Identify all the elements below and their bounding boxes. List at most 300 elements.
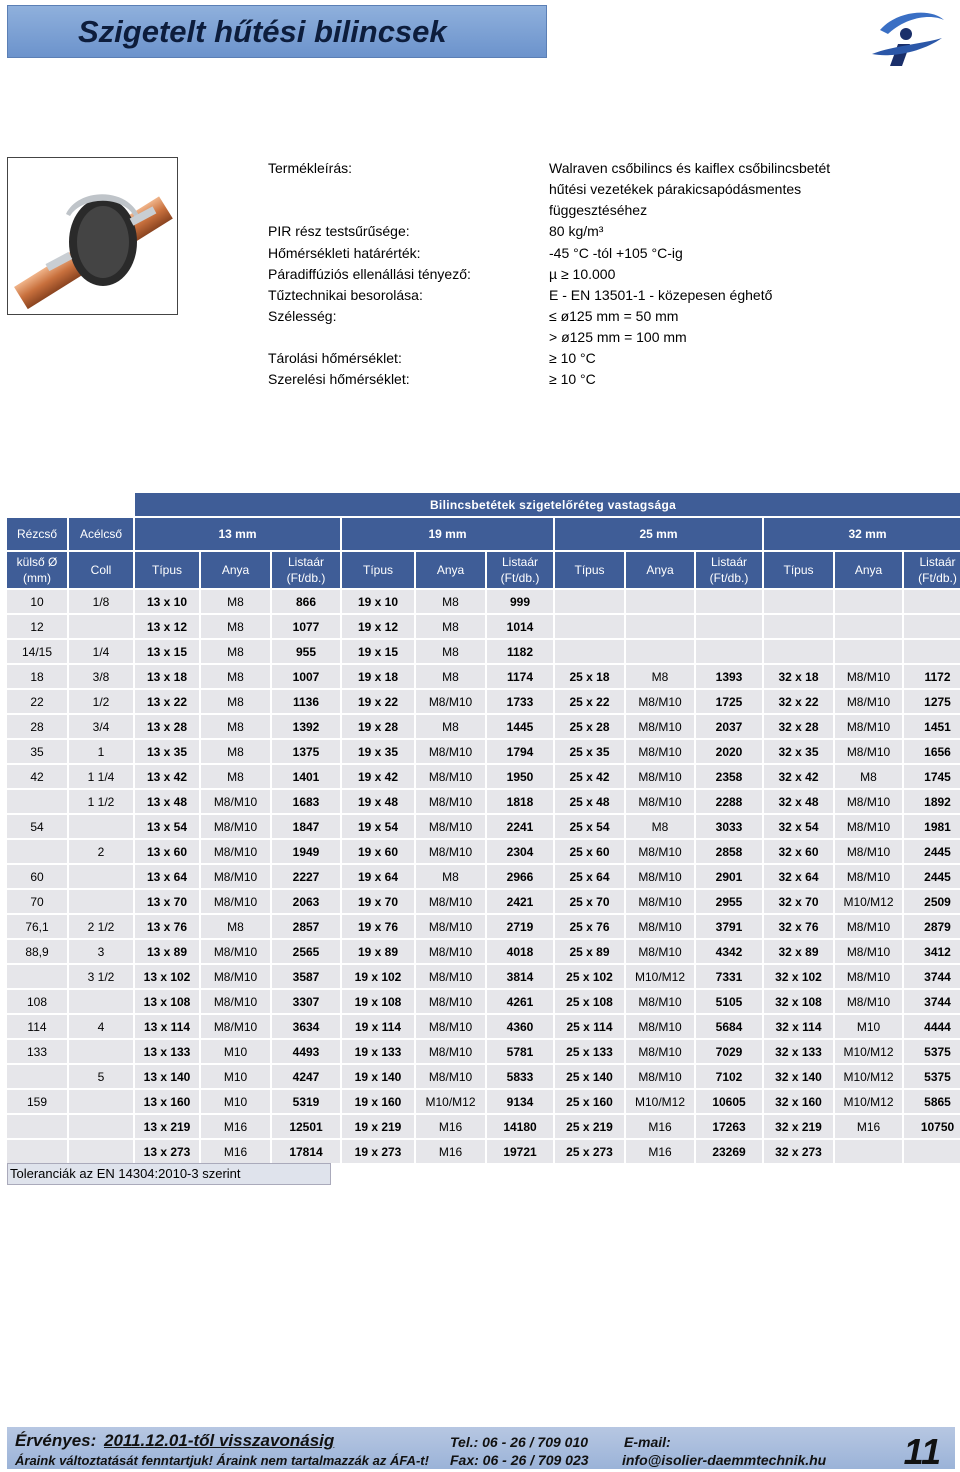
cell-anya-25 — [626, 640, 694, 663]
cell-kulso: 114 — [7, 1015, 67, 1038]
cell-price-13: 1077 — [272, 615, 340, 638]
cell-price-25: 23269 — [696, 1140, 762, 1163]
cell-anya-19: M8 — [416, 865, 485, 888]
cell-anya-19: M8/M10 — [416, 1040, 485, 1063]
cell-coll: 3 1/2 — [69, 965, 133, 988]
cell-tipus-32: 32 x 140 — [764, 1065, 833, 1088]
cell-tipus-32 — [764, 590, 833, 613]
cell-tipus-25 — [555, 615, 624, 638]
cell-coll — [69, 815, 133, 838]
cell-anya-13: M10 — [201, 1090, 270, 1113]
cell-price-13: 1007 — [272, 665, 340, 688]
cell-anya-19: M8/M10 — [416, 890, 485, 913]
cell-anya-32: M8/M10 — [835, 690, 902, 713]
cell-anya-25: M8/M10 — [626, 1065, 694, 1088]
cell-anya-25: M8/M10 — [626, 940, 694, 963]
cell-anya-13: M8 — [201, 765, 270, 788]
cell-anya-25: M8/M10 — [626, 765, 694, 788]
table-row — [7, 990, 960, 1013]
cell-price-13: 4493 — [272, 1040, 340, 1063]
cell-price-32: 3744 — [904, 965, 960, 988]
cell-price-25: 2901 — [696, 865, 762, 888]
col-kulso-diameter-text: külső Ø — [16, 555, 58, 569]
spec-label-storage-temp: Tárolási hőmérséklet: — [268, 350, 402, 366]
col-tipus-text: Típus — [574, 563, 605, 577]
cell-tipus-32: 32 x 64 — [764, 865, 833, 888]
cell-price-32: 5375 — [904, 1040, 960, 1063]
cell-tipus-13: 13 x 102 — [135, 965, 199, 988]
cell-tipus-19: 19 x 140 — [342, 1065, 414, 1088]
cell-price-25: 5105 — [696, 990, 762, 1013]
cell-tipus-25: 25 x 35 — [555, 740, 624, 763]
cell-tipus-25: 25 x 18 — [555, 665, 624, 688]
cell-anya-32: M10/M12 — [835, 1065, 902, 1088]
cell-coll — [69, 890, 133, 913]
cell-anya-13: M8/M10 — [201, 790, 270, 813]
col-kulso-diameter-text: (mm) — [23, 571, 51, 585]
company-logo — [862, 8, 946, 68]
cell-tipus-32: 32 x 70 — [764, 890, 833, 913]
cell-anya-25: M8 — [626, 665, 694, 688]
pipe-clamp-illustration — [8, 158, 178, 315]
cell-price-19: 1950 — [487, 765, 553, 788]
cell-price-25: 2288 — [696, 790, 762, 813]
cell-price-13: 866 — [272, 590, 340, 613]
spec-value-description-3: függesztéséhez — [549, 202, 648, 218]
cell-tipus-19: 19 x 12 — [342, 615, 414, 638]
cell-anya-25: M8/M10 — [626, 990, 694, 1013]
table-row — [7, 640, 960, 663]
cell-anya-32: M8/M10 — [835, 990, 902, 1013]
cell-price-19: 2719 — [487, 915, 553, 938]
table-row — [7, 965, 960, 988]
cell-price-32: 3744 — [904, 990, 960, 1013]
cell-coll — [69, 1140, 133, 1163]
cell-tipus-25: 25 x 22 — [555, 690, 624, 713]
cell-coll: 2 1/2 — [69, 915, 133, 938]
cell-tipus-13: 13 x 18 — [135, 665, 199, 688]
cell-price-25: 10605 — [696, 1090, 762, 1113]
col-anya — [835, 552, 902, 588]
table-group-title: Bilincsbetétek szigetelőréteg vastagsága — [135, 493, 960, 516]
cell-anya-13: M8 — [201, 915, 270, 938]
spec-value-fire: E - EN 13501-1 - közepesen éghető — [549, 287, 773, 303]
cell-anya-25: M8/M10 — [626, 865, 694, 888]
cell-price-25 — [696, 640, 762, 663]
spec-value-description-2: hűtési vezetékek párakicsapódásmentes — [549, 181, 802, 197]
cell-anya-25 — [626, 615, 694, 638]
cell-anya-13: M8/M10 — [201, 815, 270, 838]
cell-tipus-13: 13 x 140 — [135, 1065, 199, 1088]
footer-email-label: E-mail: — [624, 1434, 671, 1450]
cell-anya-32: M8/M10 — [835, 865, 902, 888]
cell-price-25 — [696, 615, 762, 638]
cell-tipus-25: 25 x 42 — [555, 765, 624, 788]
cell-tipus-25: 25 x 140 — [555, 1065, 624, 1088]
cell-anya-32: M8/M10 — [835, 840, 902, 863]
footer-tel: Tel.: 06 - 26 / 709 010 — [450, 1434, 589, 1450]
cell-anya-32: M10/M12 — [835, 1040, 902, 1063]
cell-kulso: 76,1 — [7, 915, 67, 938]
tolerance-note: Toleranciák az EN 14304:2010-3 szerint — [7, 1163, 331, 1185]
cell-anya-25: M8/M10 — [626, 740, 694, 763]
col-anya — [201, 552, 270, 588]
footer-valid-date: 2011.12.01-től visszavonásig — [104, 1431, 335, 1450]
cell-tipus-19: 19 x 114 — [342, 1015, 414, 1038]
col-listaar-text: (Ft/db.) — [709, 571, 749, 585]
cell-kulso — [7, 840, 67, 863]
cell-kulso: 133 — [7, 1040, 67, 1063]
cell-kulso: 28 — [7, 715, 67, 738]
cell-kulso: 42 — [7, 765, 67, 788]
cell-kulso: 70 — [7, 890, 67, 913]
cell-anya-19: M8 — [416, 665, 485, 688]
table-row — [7, 865, 960, 888]
table-row — [7, 1015, 960, 1038]
cell-tipus-32 — [764, 615, 833, 638]
cell-tipus-25: 25 x 28 — [555, 715, 624, 738]
cell-anya-13: M8/M10 — [201, 990, 270, 1013]
cell-price-25: 1725 — [696, 690, 762, 713]
cell-anya-25: M8/M10 — [626, 890, 694, 913]
cell-price-32: 3412 — [904, 940, 960, 963]
cell-tipus-25: 25 x 108 — [555, 990, 624, 1013]
cell-price-19: 2421 — [487, 890, 553, 913]
cell-tipus-13: 13 x 273 — [135, 1140, 199, 1163]
cell-tipus-13: 13 x 60 — [135, 840, 199, 863]
cell-price-32: 1745 — [904, 765, 960, 788]
title-bar — [7, 5, 547, 58]
cell-price-13: 17814 — [272, 1140, 340, 1163]
cell-tipus-13: 13 x 114 — [135, 1015, 199, 1038]
cell-tipus-32: 32 x 28 — [764, 715, 833, 738]
table-row — [7, 840, 960, 863]
cell-tipus-32: 32 x 48 — [764, 790, 833, 813]
cell-kulso: 35 — [7, 740, 67, 763]
cell-price-19: 4261 — [487, 990, 553, 1013]
table-row — [7, 590, 960, 613]
cell-price-13: 1392 — [272, 715, 340, 738]
table-body — [7, 590, 960, 1163]
cell-coll: 2 — [69, 840, 133, 863]
cell-coll — [69, 1115, 133, 1138]
cell-kulso: 14/15 — [7, 640, 67, 663]
col-listaar-text: Listaár — [287, 555, 325, 569]
cell-price-25 — [696, 590, 762, 613]
cell-anya-32: M8/M10 — [835, 940, 902, 963]
cell-tipus-19: 19 x 219 — [342, 1115, 414, 1138]
cell-tipus-13: 13 x 42 — [135, 765, 199, 788]
cell-price-25: 2020 — [696, 740, 762, 763]
cell-price-32: 1451 — [904, 715, 960, 738]
thickness-25: 25 mm — [555, 518, 762, 550]
cell-anya-13: M8 — [201, 615, 270, 638]
cell-price-32: 4444 — [904, 1015, 960, 1038]
cell-tipus-13: 13 x 48 — [135, 790, 199, 813]
cell-anya-13: M16 — [201, 1140, 270, 1163]
cell-anya-25: M8/M10 — [626, 790, 694, 813]
cell-tipus-19: 19 x 22 — [342, 690, 414, 713]
cell-price-19: 2966 — [487, 865, 553, 888]
cell-price-32: 10750 — [904, 1115, 960, 1138]
cell-kulso: 159 — [7, 1090, 67, 1113]
cell-tipus-25: 25 x 133 — [555, 1040, 624, 1063]
cell-tipus-32: 32 x 35 — [764, 740, 833, 763]
cell-tipus-13: 13 x 15 — [135, 640, 199, 663]
cell-kulso: 54 — [7, 815, 67, 838]
cell-price-13: 2063 — [272, 890, 340, 913]
cell-anya-13: M8 — [201, 640, 270, 663]
cell-kulso — [7, 790, 67, 813]
cell-tipus-13: 13 x 160 — [135, 1090, 199, 1113]
cell-anya-19: M8/M10 — [416, 765, 485, 788]
cell-kulso: 22 — [7, 690, 67, 713]
cell-price-32: 1275 — [904, 690, 960, 713]
cell-anya-32: M8/M10 — [835, 815, 902, 838]
cell-tipus-13: 13 x 89 — [135, 940, 199, 963]
col-listaar — [487, 552, 553, 588]
cell-anya-19: M8/M10 — [416, 690, 485, 713]
footer-valid-label: Érvényes: — [15, 1431, 97, 1450]
cell-price-13: 3307 — [272, 990, 340, 1013]
cell-coll — [69, 990, 133, 1013]
spec-value-density: 80 kg/m³ — [549, 223, 604, 239]
cell-price-19: 2241 — [487, 815, 553, 838]
col-anya-text: Anya — [436, 563, 465, 577]
cell-anya-19: M8/M10 — [416, 1015, 485, 1038]
cell-tipus-25 — [555, 640, 624, 663]
cell-price-19: 999 — [487, 590, 553, 613]
cell-tipus-19: 19 x 35 — [342, 740, 414, 763]
cell-anya-19: M8/M10 — [416, 965, 485, 988]
cell-price-13: 1949 — [272, 840, 340, 863]
cell-price-25: 7331 — [696, 965, 762, 988]
cell-price-19: 2304 — [487, 840, 553, 863]
cell-tipus-19: 19 x 160 — [342, 1090, 414, 1113]
cell-anya-19: M8/M10 — [416, 940, 485, 963]
cell-tipus-19: 19 x 54 — [342, 815, 414, 838]
cell-tipus-32: 32 x 76 — [764, 915, 833, 938]
table-row — [7, 1115, 960, 1138]
column-header-row — [7, 552, 960, 588]
cell-price-13: 1847 — [272, 815, 340, 838]
cell-price-32: 1892 — [904, 790, 960, 813]
cell-tipus-13: 13 x 28 — [135, 715, 199, 738]
col-listaar-text: (Ft/db.) — [286, 571, 326, 585]
cell-kulso: 88,9 — [7, 940, 67, 963]
thickness-19: 19 mm — [342, 518, 553, 550]
cell-anya-19: M8/M10 — [416, 815, 485, 838]
col-listaar-text: (Ft/db.) — [500, 571, 540, 585]
col-tipus — [764, 552, 833, 588]
cell-price-25: 7102 — [696, 1065, 762, 1088]
cell-tipus-32: 32 x 18 — [764, 665, 833, 688]
cell-anya-13: M10 — [201, 1065, 270, 1088]
cell-anya-13: M8/M10 — [201, 840, 270, 863]
cell-anya-13: M8/M10 — [201, 940, 270, 963]
price-table — [5, 491, 960, 1165]
cell-price-32: 2509 — [904, 890, 960, 913]
cell-tipus-32: 32 x 108 — [764, 990, 833, 1013]
cell-price-13: 2565 — [272, 940, 340, 963]
cell-tipus-32: 32 x 89 — [764, 940, 833, 963]
table-row — [7, 715, 960, 738]
spec-value-temp-limit: -45 °C -tól +105 °C-ig — [549, 245, 683, 261]
cell-price-19: 19721 — [487, 1140, 553, 1163]
cell-tipus-13: 13 x 22 — [135, 690, 199, 713]
cell-price-32 — [904, 640, 960, 663]
col-kulso-diameter — [7, 552, 67, 588]
col-listaar-text: Listaár — [710, 555, 748, 569]
cell-anya-19: M16 — [416, 1140, 485, 1163]
cell-price-13: 12501 — [272, 1115, 340, 1138]
cell-anya-25: M8 — [626, 815, 694, 838]
cell-price-25: 2858 — [696, 840, 762, 863]
table-row — [7, 740, 960, 763]
table-title-row — [7, 493, 960, 516]
cell-tipus-25: 25 x 54 — [555, 815, 624, 838]
cell-price-13: 3587 — [272, 965, 340, 988]
cell-price-32: 2445 — [904, 865, 960, 888]
cell-tipus-19: 19 x 102 — [342, 965, 414, 988]
cell-anya-25: M8/M10 — [626, 1040, 694, 1063]
cell-kulso — [7, 1115, 67, 1138]
cell-anya-32: M8/M10 — [835, 790, 902, 813]
col-acelcso: Acélcső — [69, 518, 133, 550]
cell-anya-19: M8 — [416, 615, 485, 638]
col-listaar — [272, 552, 340, 588]
cell-price-32 — [904, 615, 960, 638]
table-row — [7, 1090, 960, 1113]
table-row — [7, 765, 960, 788]
spec-label-install-temp: Szerelési hőmérséklet: — [268, 371, 410, 387]
cell-anya-19: M8 — [416, 715, 485, 738]
footer-note: Áraink változtatását fenntartjuk! Áraink nem tartalmazzák az ÁFA-t! — [15, 1453, 429, 1468]
cell-price-32 — [904, 1140, 960, 1163]
cell-anya-19: M8/M10 — [416, 990, 485, 1013]
cell-price-13: 5319 — [272, 1090, 340, 1113]
cell-tipus-19: 19 x 70 — [342, 890, 414, 913]
cell-tipus-25: 25 x 60 — [555, 840, 624, 863]
cell-price-32: 2445 — [904, 840, 960, 863]
cell-coll: 1 1/2 — [69, 790, 133, 813]
spec-label-description: Termékleírás: — [268, 160, 353, 176]
table-row — [7, 615, 960, 638]
cell-anya-25: M8/M10 — [626, 840, 694, 863]
cell-anya-19: M8/M10 — [416, 1065, 485, 1088]
cell-price-19: 1445 — [487, 715, 553, 738]
cell-anya-32: M8/M10 — [835, 665, 902, 688]
cell-price-25: 17263 — [696, 1115, 762, 1138]
cell-tipus-25: 25 x 273 — [555, 1140, 624, 1163]
cell-tipus-19: 19 x 76 — [342, 915, 414, 938]
cell-anya-19: M10/M12 — [416, 1090, 485, 1113]
table-row — [7, 665, 960, 688]
cell-kulso — [7, 1140, 67, 1163]
cell-price-25: 2358 — [696, 765, 762, 788]
cell-anya-13: M16 — [201, 1115, 270, 1138]
cell-anya-25: M8/M10 — [626, 915, 694, 938]
cell-tipus-19: 19 x 89 — [342, 940, 414, 963]
cell-price-13: 3634 — [272, 1015, 340, 1038]
spec-label-temp-limit: Hőmérsékleti határérték: — [268, 245, 421, 261]
cell-price-13: 1401 — [272, 765, 340, 788]
cell-price-19: 1174 — [487, 665, 553, 688]
cell-tipus-19: 19 x 10 — [342, 590, 414, 613]
cell-tipus-32: 32 x 60 — [764, 840, 833, 863]
cell-price-19: 1014 — [487, 615, 553, 638]
cell-anya-25: M16 — [626, 1140, 694, 1163]
cell-tipus-13: 13 x 76 — [135, 915, 199, 938]
cell-anya-13: M8/M10 — [201, 890, 270, 913]
col-anya — [416, 552, 485, 588]
col-anya-text: Anya — [221, 563, 250, 577]
cell-anya-32: M10/M12 — [835, 890, 902, 913]
cell-coll: 3/8 — [69, 665, 133, 688]
cell-tipus-19: 19 x 28 — [342, 715, 414, 738]
cell-coll: 5 — [69, 1065, 133, 1088]
col-listaar-text: (Ft/db.) — [918, 571, 957, 585]
cell-coll: 4 — [69, 1015, 133, 1038]
footer-fax: Fax: 06 - 26 / 709 023 — [450, 1452, 589, 1468]
table-row — [7, 1140, 960, 1163]
spec-value-vapour: µ ≥ 10.000 — [549, 266, 616, 282]
cell-kulso: 108 — [7, 990, 67, 1013]
cell-anya-19: M8/M10 — [416, 790, 485, 813]
cell-kulso: 18 — [7, 665, 67, 688]
cell-anya-25: M8/M10 — [626, 715, 694, 738]
cell-anya-13: M8 — [201, 590, 270, 613]
cell-price-32: 1656 — [904, 740, 960, 763]
cell-kulso — [7, 1065, 67, 1088]
cell-coll — [69, 1040, 133, 1063]
cell-anya-25: M8/M10 — [626, 1015, 694, 1038]
cell-price-32: 1172 — [904, 665, 960, 688]
spec-value-width-2: > ø125 mm = 100 mm — [549, 329, 687, 345]
cell-tipus-19: 19 x 108 — [342, 990, 414, 1013]
cell-price-32 — [904, 590, 960, 613]
cell-kulso: 10 — [7, 590, 67, 613]
spec-value-description-1: Walraven csőbilincs és kaiflex csőbilincsbetét — [549, 160, 831, 176]
col-tipus — [135, 552, 199, 588]
col-tipus-text: Típus — [362, 563, 393, 577]
cell-anya-19: M16 — [416, 1115, 485, 1138]
thickness-32: 32 mm — [764, 518, 960, 550]
cell-price-32: 5375 — [904, 1065, 960, 1088]
cell-anya-32 — [835, 1140, 902, 1163]
cell-tipus-25 — [555, 590, 624, 613]
cell-tipus-25: 25 x 102 — [555, 965, 624, 988]
spec-label-vapour: Páradiffúziós ellenállási tényező: — [268, 266, 471, 282]
col-anya-text: Anya — [854, 563, 883, 577]
cell-price-25: 7029 — [696, 1040, 762, 1063]
cell-tipus-19: 19 x 48 — [342, 790, 414, 813]
cell-price-19: 1733 — [487, 690, 553, 713]
col-anya — [626, 552, 694, 588]
cell-anya-13: M8 — [201, 665, 270, 688]
table-row — [7, 690, 960, 713]
page-title: Szigetelt hűtési bilincsek — [78, 14, 447, 49]
cell-price-32: 5865 — [904, 1090, 960, 1113]
cell-price-25: 3791 — [696, 915, 762, 938]
cell-price-25: 1393 — [696, 665, 762, 688]
cell-price-32: 2879 — [904, 915, 960, 938]
cell-anya-19: M8 — [416, 590, 485, 613]
cell-anya-19: M8/M10 — [416, 915, 485, 938]
cell-price-13: 4247 — [272, 1065, 340, 1088]
cell-tipus-19: 19 x 64 — [342, 865, 414, 888]
cell-price-13: 2227 — [272, 865, 340, 888]
